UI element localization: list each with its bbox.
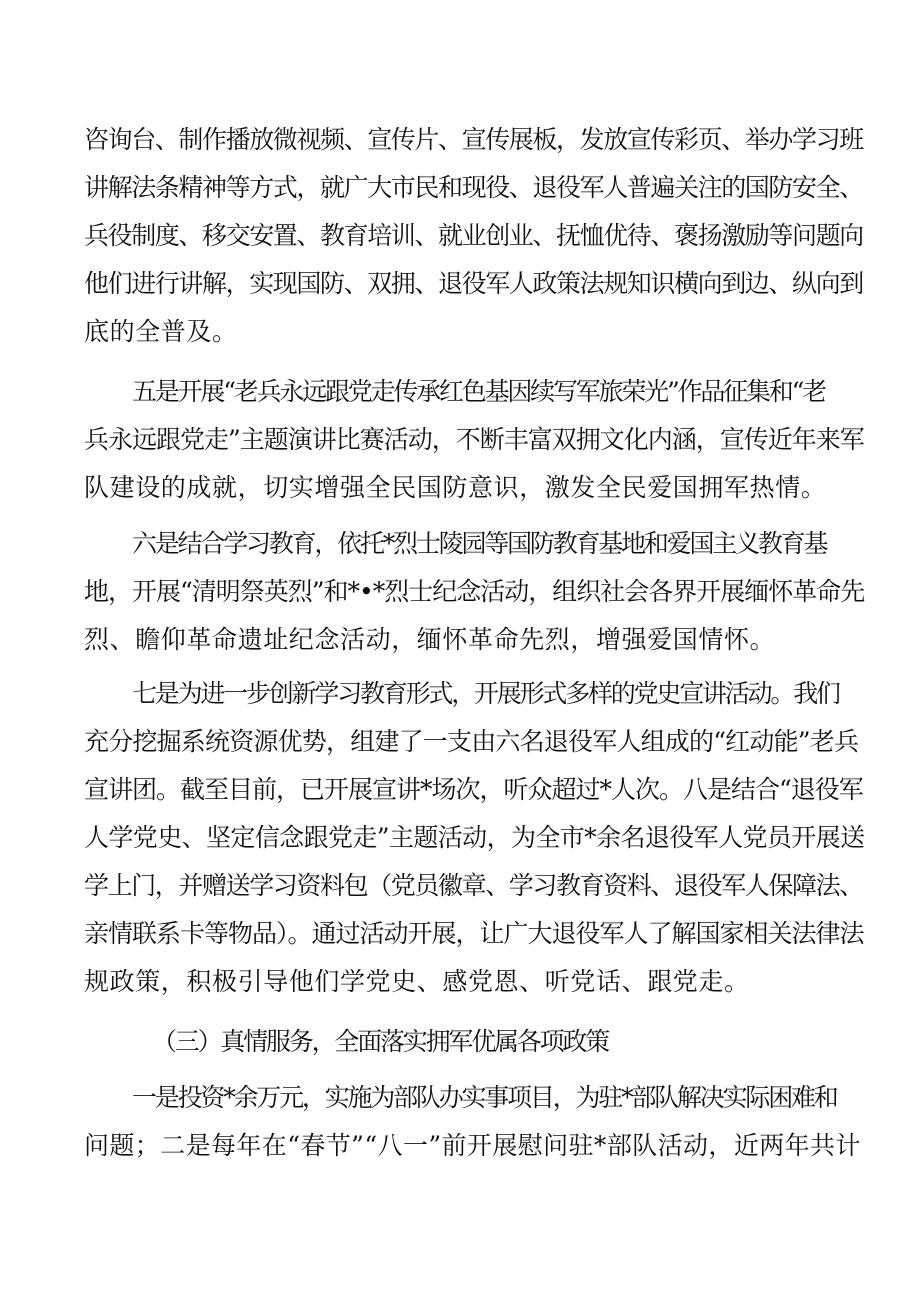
paragraph-5-line-1: 一是投资*余万元，实施为部队办实事项目，为驻*部队解决实际困难和	[132, 1083, 837, 1112]
paragraph-4-line-6: 亲情联系卡等物品）。通过活动开展，让广大退役军人了解国家相关法律法	[84, 919, 864, 948]
paragraph-4-line-1: 七是为进一步创新学习教育形式，开展形式多样的党史宣讲活动。我们	[132, 679, 839, 708]
paragraph-4-line-5: 学上门，并赠送学习资料包（党员徽章、学习教育资料、退役军人保障法、	[84, 871, 863, 900]
paragraph-4-line-3: 宣讲团。截至目前，已开展宣讲*场次，听众超过*人次。八是结合“退役军	[84, 775, 863, 804]
paragraph-3-line-1: 六是结合学习教育，依托*烈士陵园等国防教育基地和爱国主义教育基	[132, 529, 827, 558]
paragraph-4-line-4: 人学党史、坚定信念跟党走”主题活动，为全市*余名退役军人党员开展送	[84, 823, 865, 852]
paragraph-2-line-2: 兵永远跟党走”主题演讲比赛活动，不断丰富双拥文化内涵，宣传近年来军	[84, 425, 864, 454]
paragraph-1-line-1: 咨询台、制作播放微视频、宣传片、宣传展板，发放宣传彩页、举办学习班	[84, 125, 863, 154]
paragraph-2-line-3: 队建设的成就，切实增强全民国防意识，激发全民爱国拥军热情。	[84, 473, 827, 502]
paragraph-1-line-5: 底的全普及。	[84, 317, 238, 346]
paragraph-1-line-2: 讲解法条精神等方式，就广大市民和现役、退役军人普遍关注的国防安全、	[84, 173, 863, 202]
paragraph-4-line-7: 规政策，积极引导他们学党史、感党恩、听党话、跟党走。	[84, 967, 750, 996]
paragraph-3-line-2: 地，开展“清明祭英烈”和*•*烈士纪念活动，组织社会各界开展缅怀革命先	[84, 577, 865, 606]
paragraph-5-line-2: 问题；二是每年在“春节”“八一”前开展慰问驻*部队活动，近两年共计	[84, 1131, 861, 1160]
paragraph-2-line-1: 五是开展“老兵永远跟党走传承红色基因续写军旅荣光”作品征集和“老	[132, 377, 825, 406]
paragraph-4-line-2: 充分挖掘系统资源优势，组建了一支由六名退役军人组成的“红动能”老兵	[84, 727, 859, 756]
paragraph-3-line-3: 烈、瞻仰革命遗址纪念活动，缅怀革命先烈，增强爱国情怀。	[84, 625, 776, 654]
paragraph-1-line-3: 兵役制度、移交安置、教育培训、就业创业、抚恤优待、褒扬激励等问题向	[84, 221, 863, 250]
section-heading: （三）真情服务，全面落实拥军优属各项政策	[152, 1027, 609, 1056]
paragraph-1-line-4: 他们进行讲解，实现国防、双拥、退役军人政策法规知识横向到边、纵向到	[84, 269, 863, 298]
